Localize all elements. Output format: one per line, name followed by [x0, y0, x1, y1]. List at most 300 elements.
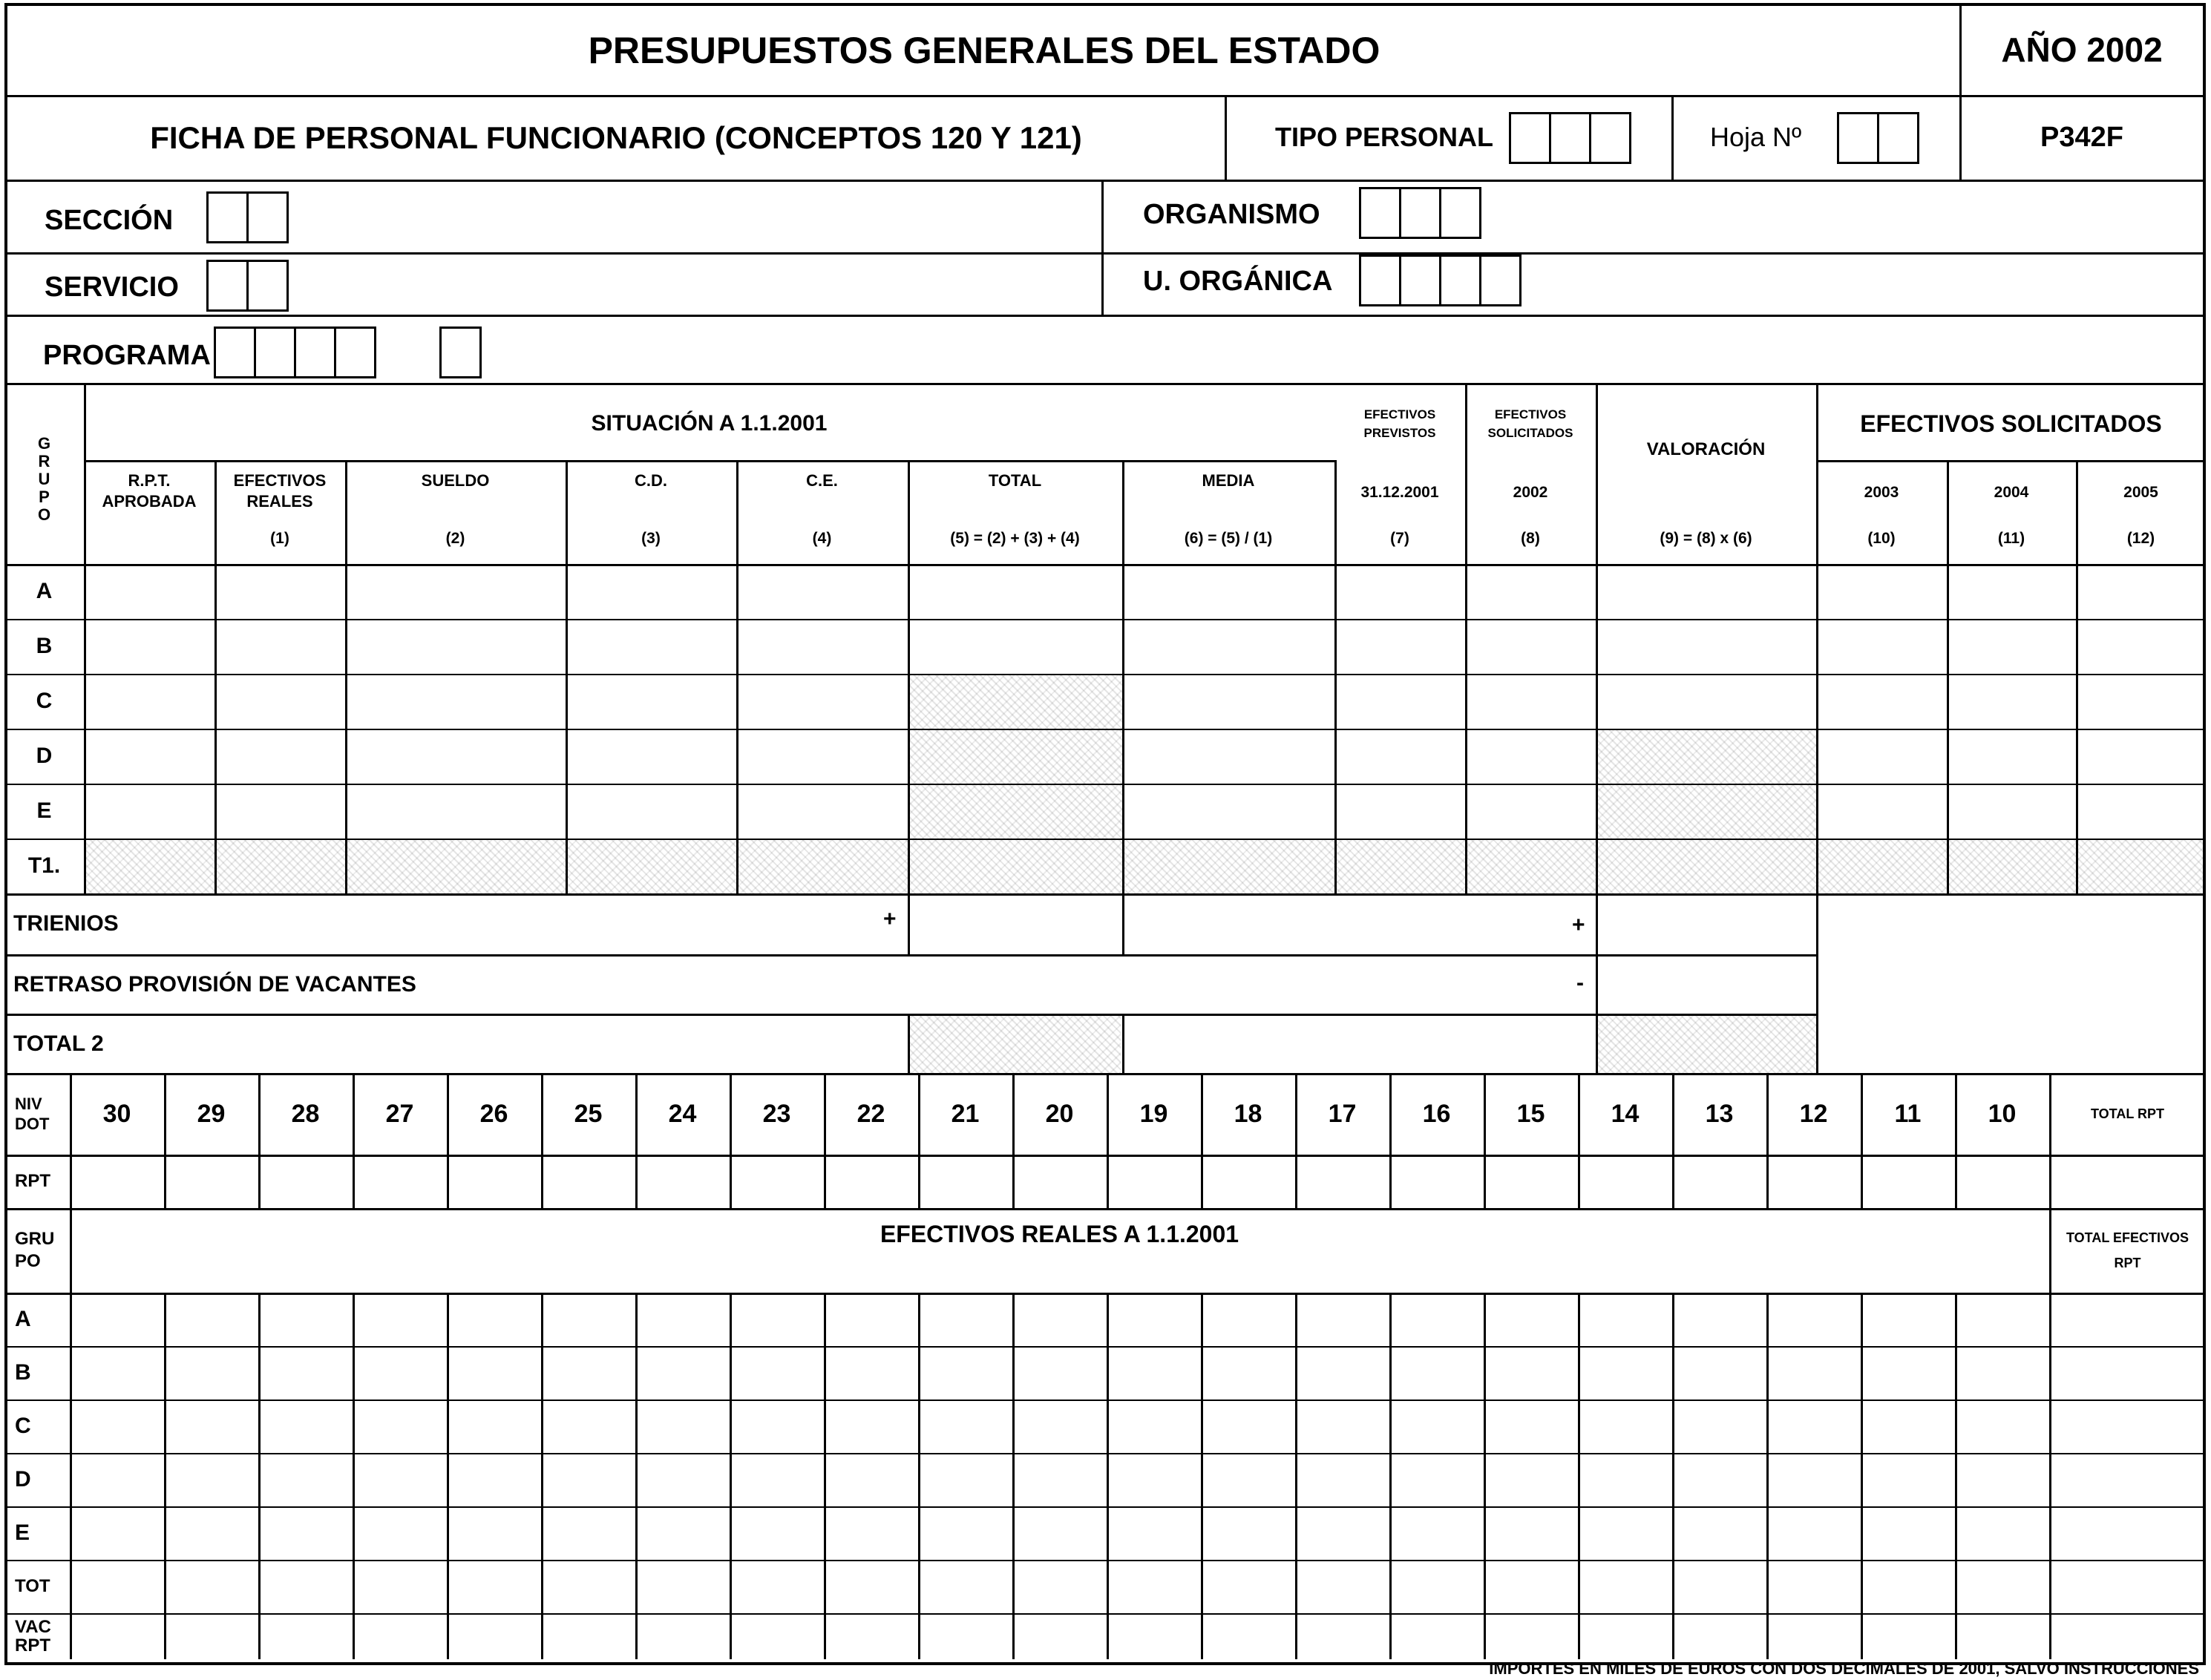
table1-cell[interactable]: [1596, 564, 1816, 619]
efectivos-cell[interactable]: [918, 1453, 1012, 1506]
table1-cell[interactable]: [1947, 564, 2076, 619]
trienios-plus-2: +: [1572, 913, 1585, 937]
efectivos-cell[interactable]: [824, 1613, 918, 1659]
efectivos-cell[interactable]: [541, 1346, 635, 1400]
efectivos-cell[interactable]: [1012, 1453, 1107, 1506]
efectivos-cell[interactable]: [1389, 1453, 1484, 1506]
efectivos-cell[interactable]: [1012, 1346, 1107, 1400]
efectivos-cell[interactable]: [353, 1613, 447, 1659]
table1-cell[interactable]: [736, 619, 908, 674]
efectivos-previstos-num: (7): [1390, 529, 1409, 547]
efectivos-cell[interactable]: [1295, 1506, 1389, 1560]
efectivos-cell[interactable]: [918, 1346, 1012, 1400]
efectivos-cell[interactable]: [1295, 1560, 1389, 1613]
efectivos-cell[interactable]: [635, 1560, 730, 1613]
rpt-cell[interactable]: [1389, 1155, 1484, 1208]
rpt-cell[interactable]: [1484, 1155, 1578, 1208]
programa-extra-box[interactable]: [439, 327, 479, 378]
efectivos-cell[interactable]: [258, 1613, 353, 1659]
efectivos-cell[interactable]: [730, 1560, 824, 1613]
table1-cell[interactable]: [2076, 729, 2206, 784]
efectivos-cell[interactable]: [1389, 1400, 1484, 1453]
table1-cell[interactable]: [84, 619, 214, 674]
tipo-personal-boxes[interactable]: [1509, 112, 1629, 164]
efectivos-cell[interactable]: [1484, 1613, 1578, 1659]
table1-cell[interactable]: [345, 729, 566, 784]
table1-cell[interactable]: [345, 784, 566, 839]
efectivos-cell[interactable]: [70, 1400, 164, 1453]
rpt-cell[interactable]: [918, 1155, 1012, 1208]
efectivos-cell[interactable]: [447, 1400, 541, 1453]
table1-cell[interactable]: [566, 839, 736, 893]
efectivos-cell[interactable]: [635, 1346, 730, 1400]
efectivos-cell[interactable]: [2049, 1613, 2206, 1659]
level-29: 29: [197, 1099, 226, 1128]
efectivos-cell[interactable]: [1766, 1560, 1861, 1613]
efectivos-cell[interactable]: [918, 1400, 1012, 1453]
table1-cell[interactable]: [1465, 564, 1596, 619]
efectivos-cell[interactable]: [258, 1293, 353, 1346]
efectivos-cell[interactable]: [1578, 1293, 1672, 1346]
table1-cell[interactable]: [1465, 729, 1596, 784]
efectivos-cell[interactable]: [1766, 1293, 1861, 1346]
efectivos-cell[interactable]: [1107, 1506, 1201, 1560]
efectivos-cell[interactable]: [1672, 1293, 1766, 1346]
efectivos-cell[interactable]: [353, 1560, 447, 1613]
efectivos-cell[interactable]: [447, 1293, 541, 1346]
table1-cell[interactable]: [345, 619, 566, 674]
table2-row-label-2: C: [15, 1414, 31, 1439]
level-12: 12: [1799, 1099, 1828, 1128]
efectivos-cell[interactable]: [1672, 1400, 1766, 1453]
efectivos-cell[interactable]: [1201, 1560, 1295, 1613]
table1-cell[interactable]: [736, 729, 908, 784]
table1-cell[interactable]: [1816, 564, 1947, 619]
efectivos-cell[interactable]: [1295, 1400, 1389, 1453]
row-label-C: C: [36, 689, 53, 714]
efectivos-cell[interactable]: [1578, 1346, 1672, 1400]
table1-cell[interactable]: [736, 839, 908, 893]
efectivos-cell[interactable]: [824, 1506, 918, 1560]
efectivos-cell[interactable]: [164, 1506, 258, 1560]
table1-cell[interactable]: [214, 784, 345, 839]
efectivos-cell[interactable]: [541, 1400, 635, 1453]
efectivos-cell[interactable]: [541, 1613, 635, 1659]
efectivos-cell[interactable]: [824, 1400, 918, 1453]
efectivos-cell[interactable]: [918, 1506, 1012, 1560]
table1-cell[interactable]: [1947, 674, 2076, 729]
table1-cell[interactable]: [1334, 674, 1465, 729]
efectivos-cell[interactable]: [541, 1453, 635, 1506]
rpt-cell[interactable]: [541, 1155, 635, 1208]
efectivos-cell[interactable]: [1107, 1400, 1201, 1453]
efectivos-cell[interactable]: [1484, 1560, 1578, 1613]
table1-cell[interactable]: [84, 729, 214, 784]
table1-cell[interactable]: [1816, 839, 1947, 893]
efectivos-cell[interactable]: [1766, 1613, 1861, 1659]
efectivos-cell[interactable]: [1201, 1346, 1295, 1400]
table1-cell[interactable]: [1947, 839, 2076, 893]
efectivos-cell[interactable]: [1484, 1506, 1578, 1560]
future-year-num-1: (11): [1997, 529, 2025, 547]
rpt-cell[interactable]: [730, 1155, 824, 1208]
efectivos-cell[interactable]: [1861, 1293, 1955, 1346]
table1-cell[interactable]: [566, 564, 736, 619]
table1-cell[interactable]: [908, 564, 1122, 619]
efectivos-cell[interactable]: [70, 1506, 164, 1560]
table1-cell[interactable]: [908, 674, 1122, 729]
efectivos-cell[interactable]: [164, 1400, 258, 1453]
efectivos-cell[interactable]: [1012, 1293, 1107, 1346]
table1-cell[interactable]: [736, 564, 908, 619]
efectivos-cell[interactable]: [1766, 1506, 1861, 1560]
table1-cell[interactable]: [566, 729, 736, 784]
rpt-cell[interactable]: [353, 1155, 447, 1208]
efectivos-cell[interactable]: [353, 1453, 447, 1506]
efectivos-cell[interactable]: [541, 1506, 635, 1560]
rpt-cell[interactable]: [164, 1155, 258, 1208]
table1-cell[interactable]: [1122, 564, 1334, 619]
efectivos-cell[interactable]: [1672, 1613, 1766, 1659]
efectivos-cell[interactable]: [1955, 1346, 2049, 1400]
efectivos-solicitados-label: EFECTIVOS SOLICITADOS: [1487, 407, 1573, 440]
grupo-vertical-label: G R U P O: [37, 433, 51, 525]
table1-cell[interactable]: [1122, 619, 1334, 674]
table2-row-label-6: VAC RPT: [15, 1616, 51, 1656]
efectivos-cell[interactable]: [1955, 1560, 2049, 1613]
efectivos-cell[interactable]: [1672, 1506, 1766, 1560]
table1-cell[interactable]: [1334, 564, 1465, 619]
efectivos-cell[interactable]: [1201, 1293, 1295, 1346]
rpt-cell[interactable]: [447, 1155, 541, 1208]
table1-cell[interactable]: [1816, 784, 1947, 839]
table1-cell[interactable]: [84, 564, 214, 619]
efectivos-solicitados-future-label: EFECTIVOS SOLICITADOS: [1860, 410, 2162, 437]
rpt-cell[interactable]: [2049, 1155, 2206, 1208]
organismo-boxes[interactable]: [1359, 187, 1479, 239]
shaded-cell: [1598, 1016, 1816, 1073]
table2-row-label-3: D: [15, 1467, 31, 1492]
efectivos-cell[interactable]: [1012, 1506, 1107, 1560]
efectivos-cell[interactable]: [1955, 1506, 2049, 1560]
table1-cell[interactable]: [2076, 564, 2206, 619]
grupo-label: GRU PO: [15, 1229, 55, 1271]
efectivos-cell[interactable]: [1861, 1453, 1955, 1506]
table1-cell[interactable]: [736, 674, 908, 729]
efectivos-cell[interactable]: [1107, 1346, 1201, 1400]
efectivos-cell[interactable]: [258, 1453, 353, 1506]
level-26: 26: [479, 1099, 508, 1128]
efectivos-cell[interactable]: [1484, 1453, 1578, 1506]
rpt-cell[interactable]: [1766, 1155, 1861, 1208]
efectivos-cell[interactable]: [258, 1400, 353, 1453]
efectivos-cell[interactable]: [1201, 1613, 1295, 1659]
table1-cell[interactable]: [1816, 729, 1947, 784]
efectivos-cell[interactable]: [1484, 1293, 1578, 1346]
efectivos-cell[interactable]: [1389, 1346, 1484, 1400]
efectivos-cell[interactable]: [635, 1506, 730, 1560]
col-6-label: MEDIA: [1202, 471, 1255, 490]
efectivos-cell[interactable]: [353, 1293, 447, 1346]
table1-cell[interactable]: [214, 839, 345, 893]
efectivos-cell[interactable]: [918, 1560, 1012, 1613]
efectivos-cell[interactable]: [1766, 1346, 1861, 1400]
efectivos-cell[interactable]: [1484, 1400, 1578, 1453]
efectivos-cell[interactable]: [1389, 1560, 1484, 1613]
table1-cell[interactable]: [1122, 729, 1334, 784]
efectivos-cell[interactable]: [1861, 1400, 1955, 1453]
col-1-num: (1): [270, 529, 289, 547]
table1-cell[interactable]: [908, 784, 1122, 839]
col-5-label: TOTAL: [988, 471, 1042, 490]
efectivos-cell[interactable]: [1389, 1506, 1484, 1560]
efectivos-reales-header: EFECTIVOS REALES A 1.1.2001: [880, 1221, 1239, 1247]
table1-cell[interactable]: [908, 619, 1122, 674]
efectivos-cell[interactable]: [1389, 1293, 1484, 1346]
efectivos-cell[interactable]: [447, 1506, 541, 1560]
efectivos-cell[interactable]: [1578, 1506, 1672, 1560]
efectivos-cell[interactable]: [70, 1453, 164, 1506]
efectivos-cell[interactable]: [1672, 1560, 1766, 1613]
efectivos-cell[interactable]: [1766, 1400, 1861, 1453]
col-4-label: C.E.: [806, 471, 838, 490]
efectivos-cell[interactable]: [635, 1400, 730, 1453]
total2-label: TOTAL 2: [13, 1031, 104, 1056]
table2-row-label-0: A: [15, 1307, 31, 1332]
efectivos-cell[interactable]: [1295, 1453, 1389, 1506]
table1-cell[interactable]: [214, 729, 345, 784]
table1-cell[interactable]: [1122, 674, 1334, 729]
footer-note: IMPORTES EN MILES DE EUROS CON DOS DECIMALES DE 2001, SALVO INSTRUCCIONES: [1489, 1659, 2199, 1678]
efectivos-cell[interactable]: [1201, 1506, 1295, 1560]
tipo-personal-label: TIPO PERSONAL: [1275, 122, 1494, 152]
efectivos-cell[interactable]: [70, 1346, 164, 1400]
efectivos-cell[interactable]: [635, 1453, 730, 1506]
efectivos-cell[interactable]: [1012, 1560, 1107, 1613]
efectivos-cell[interactable]: [1107, 1293, 1201, 1346]
table1-cell[interactable]: [1596, 839, 1816, 893]
programa-boxes[interactable]: [214, 327, 374, 378]
efectivos-cell[interactable]: [1955, 1293, 2049, 1346]
efectivos-cell[interactable]: [447, 1346, 541, 1400]
table1-cell[interactable]: [2076, 784, 2206, 839]
efectivos-cell[interactable]: [1578, 1560, 1672, 1613]
efectivos-cell[interactable]: [164, 1346, 258, 1400]
efectivos-cell[interactable]: [1578, 1400, 1672, 1453]
table1-cell[interactable]: [1334, 619, 1465, 674]
efectivos-cell[interactable]: [824, 1560, 918, 1613]
efectivos-cell[interactable]: [2049, 1346, 2206, 1400]
rpt-cell[interactable]: [824, 1155, 918, 1208]
table1-cell[interactable]: [1334, 839, 1465, 893]
efectivos-cell[interactable]: [2049, 1560, 2206, 1613]
table1-cell[interactable]: [908, 839, 1122, 893]
efectivos-cell[interactable]: [824, 1453, 918, 1506]
efectivos-cell[interactable]: [447, 1613, 541, 1659]
table1-cell[interactable]: [84, 674, 214, 729]
table1-cell[interactable]: [566, 619, 736, 674]
rpt-cell[interactable]: [1201, 1155, 1295, 1208]
table1-cell[interactable]: [1465, 619, 1596, 674]
col-6-num: (6) = (5) / (1): [1184, 529, 1273, 547]
efectivos-cell[interactable]: [258, 1506, 353, 1560]
efectivos-cell[interactable]: [258, 1560, 353, 1613]
efectivos-cell[interactable]: [258, 1346, 353, 1400]
table1-cell[interactable]: [1334, 784, 1465, 839]
servicio-boxes[interactable]: [206, 260, 286, 312]
hoja-boxes[interactable]: [1837, 112, 1917, 164]
table1-cell[interactable]: [1947, 729, 2076, 784]
efectivos-cell[interactable]: [1578, 1613, 1672, 1659]
efectivos-cell[interactable]: [2049, 1453, 2206, 1506]
table1-cell[interactable]: [1816, 619, 1947, 674]
rpt-cell[interactable]: [1578, 1155, 1672, 1208]
table1-cell[interactable]: [566, 674, 736, 729]
efectivos-cell[interactable]: [730, 1346, 824, 1400]
row-label-B: B: [36, 634, 53, 659]
efectivos-cell[interactable]: [164, 1293, 258, 1346]
table1-cell[interactable]: [84, 784, 214, 839]
rpt-cell[interactable]: [1861, 1155, 1955, 1208]
table1-cell[interactable]: [345, 674, 566, 729]
efectivos-cell[interactable]: [1861, 1346, 1955, 1400]
efectivos-cell[interactable]: [1672, 1346, 1766, 1400]
rpt-cell[interactable]: [258, 1155, 353, 1208]
table1-cell[interactable]: [2076, 674, 2206, 729]
table1-cell[interactable]: [1947, 784, 2076, 839]
efectivos-cell[interactable]: [730, 1400, 824, 1453]
table1-cell[interactable]: [2076, 619, 2206, 674]
efectivos-cell[interactable]: [70, 1613, 164, 1659]
efectivos-cell[interactable]: [2049, 1400, 2206, 1453]
efectivos-cell[interactable]: [918, 1613, 1012, 1659]
efectivos-cell[interactable]: [1295, 1346, 1389, 1400]
row-label-E: E: [36, 798, 52, 824]
rpt-cell[interactable]: [1295, 1155, 1389, 1208]
table1-cell[interactable]: [1465, 784, 1596, 839]
efectivos-cell[interactable]: [1484, 1346, 1578, 1400]
efectivos-cell[interactable]: [2049, 1506, 2206, 1560]
efectivos-previstos-date: 31.12.2001: [1360, 483, 1439, 501]
efectivos-cell[interactable]: [1766, 1453, 1861, 1506]
col-3-label: C.D.: [635, 471, 667, 490]
efectivos-cell[interactable]: [541, 1560, 635, 1613]
table1-cell[interactable]: [214, 564, 345, 619]
table1-cell[interactable]: [1334, 729, 1465, 784]
table1-cell[interactable]: [566, 784, 736, 839]
table1-cell[interactable]: [1596, 619, 1816, 674]
rpt-cell[interactable]: [1012, 1155, 1107, 1208]
efectivos-cell[interactable]: [1861, 1506, 1955, 1560]
trienios-plus: +: [883, 907, 897, 931]
rpt-cell[interactable]: [1107, 1155, 1201, 1208]
rpt-cell[interactable]: [635, 1155, 730, 1208]
table1-cell[interactable]: [1465, 839, 1596, 893]
efectivos-cell[interactable]: [1107, 1560, 1201, 1613]
efectivos-cell[interactable]: [1861, 1613, 1955, 1659]
table1-cell[interactable]: [1596, 674, 1816, 729]
efectivos-cell[interactable]: [824, 1293, 918, 1346]
efectivos-cell[interactable]: [1107, 1453, 1201, 1506]
efectivos-cell[interactable]: [447, 1560, 541, 1613]
efectivos-cell[interactable]: [730, 1293, 824, 1346]
level-25: 25: [574, 1099, 603, 1128]
level-13: 13: [1705, 1099, 1734, 1128]
table1-cell[interactable]: [736, 784, 908, 839]
efectivos-cell[interactable]: [353, 1506, 447, 1560]
efectivos-cell[interactable]: [730, 1453, 824, 1506]
form-code: P342F: [2040, 122, 2123, 154]
table1-cell[interactable]: [345, 564, 566, 619]
table1-cell[interactable]: [214, 619, 345, 674]
efectivos-cell[interactable]: [164, 1453, 258, 1506]
table1-cell[interactable]: [214, 674, 345, 729]
efectivos-cell[interactable]: [1295, 1613, 1389, 1659]
efectivos-cell[interactable]: [635, 1613, 730, 1659]
efectivos-cell[interactable]: [1389, 1613, 1484, 1659]
table1-cell[interactable]: [1465, 674, 1596, 729]
table1-cell[interactable]: [345, 839, 566, 893]
efectivos-cell[interactable]: [1201, 1453, 1295, 1506]
efectivos-cell[interactable]: [1295, 1293, 1389, 1346]
efectivos-cell[interactable]: [164, 1613, 258, 1659]
efectivos-previstos-label: EFECTIVOS PREVISTOS: [1363, 407, 1436, 440]
efectivos-cell[interactable]: [730, 1506, 824, 1560]
efectivos-cell[interactable]: [730, 1613, 824, 1659]
table1-cell[interactable]: [84, 839, 214, 893]
efectivos-cell[interactable]: [1672, 1453, 1766, 1506]
u-organica-boxes[interactable]: [1359, 255, 1519, 306]
efectivos-cell[interactable]: [541, 1293, 635, 1346]
rpt-cell[interactable]: [70, 1155, 164, 1208]
efectivos-cell[interactable]: [1201, 1400, 1295, 1453]
efectivos-cell[interactable]: [918, 1293, 1012, 1346]
rpt-cell[interactable]: [1672, 1155, 1766, 1208]
efectivos-cell[interactable]: [164, 1560, 258, 1613]
valoracion-label: VALORACIÓN: [1646, 439, 1766, 459]
efectivos-cell[interactable]: [1578, 1453, 1672, 1506]
efectivos-cell[interactable]: [1955, 1400, 2049, 1453]
efectivos-cell[interactable]: [353, 1346, 447, 1400]
table1-cell[interactable]: [2076, 839, 2206, 893]
seccion-boxes[interactable]: [206, 191, 286, 243]
table1-cell[interactable]: [1122, 839, 1334, 893]
table1-cell[interactable]: [1122, 784, 1334, 839]
table1-cell[interactable]: [1596, 729, 1816, 784]
table1-cell[interactable]: [1947, 619, 2076, 674]
efectivos-cell[interactable]: [447, 1453, 541, 1506]
efectivos-cell[interactable]: [1012, 1400, 1107, 1453]
efectivos-cell[interactable]: [70, 1293, 164, 1346]
table1-cell[interactable]: [1816, 674, 1947, 729]
efectivos-cell[interactable]: [1955, 1453, 2049, 1506]
rpt-cell[interactable]: [1955, 1155, 2049, 1208]
retraso-label: RETRASO PROVISIÓN DE VACANTES: [13, 972, 416, 997]
level-14: 14: [1611, 1099, 1640, 1128]
efectivos-cell[interactable]: [1012, 1613, 1107, 1659]
efectivos-cell[interactable]: [1861, 1560, 1955, 1613]
efectivos-cell[interactable]: [2049, 1293, 2206, 1346]
efectivos-cell[interactable]: [635, 1293, 730, 1346]
efectivos-cell[interactable]: [353, 1400, 447, 1453]
efectivos-cell[interactable]: [1107, 1613, 1201, 1659]
efectivos-cell[interactable]: [70, 1560, 164, 1613]
table1-cell[interactable]: [908, 729, 1122, 784]
col-2-label: SUELDO: [421, 471, 490, 490]
efectivos-cell[interactable]: [1955, 1613, 2049, 1659]
table1-cell[interactable]: [1596, 784, 1816, 839]
efectivos-cell[interactable]: [824, 1346, 918, 1400]
